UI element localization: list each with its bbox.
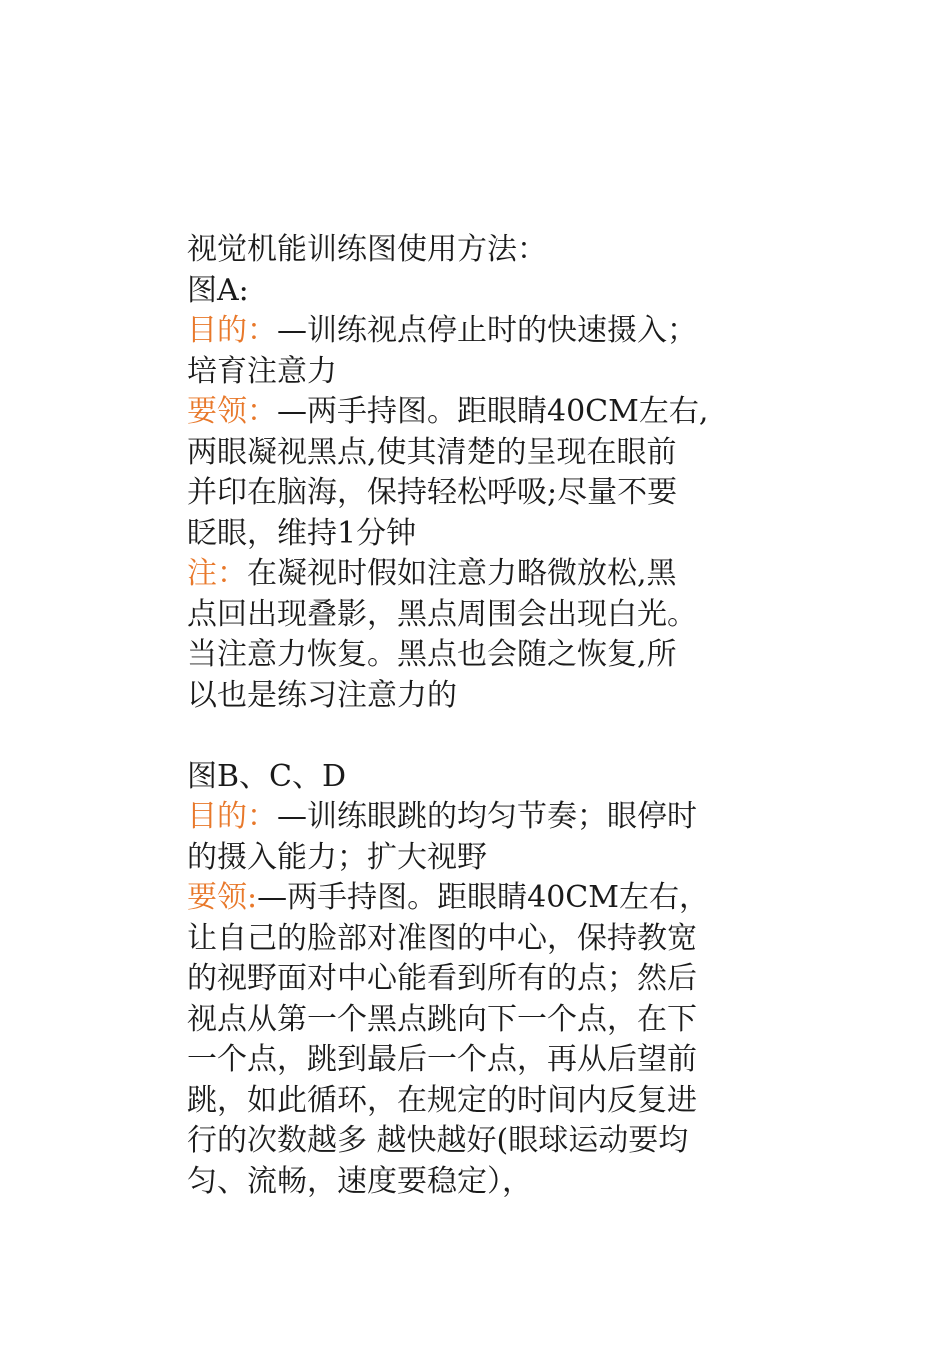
- section-bcd-heading: 图B、C、D: [187, 758, 347, 794]
- section-divider: [187, 716, 727, 757]
- section-a-purpose-text-1: —训练视点停止时的快速摄入；: [277, 313, 697, 348]
- section-a-note-line-4: 以也是练习注意力的: [187, 677, 457, 713]
- section-bcd-purpose-line-1: [187, 797, 727, 838]
- section-bcd-purpose-label: 目的：: [187, 799, 277, 834]
- section-bcd-method-line-2: 让自己的脸部对准图的中心，保持教宽: [187, 920, 697, 956]
- section-a-method-line-1: [187, 392, 727, 433]
- document-body: [187, 230, 727, 1202]
- section-bcd-method-line-6: 跳，如此循环，在规定的时间内反复进: [187, 1082, 697, 1118]
- section-bcd-method-line-5: 一个点，跳到最后一个点，再从后望前: [187, 1042, 697, 1077]
- section-bcd-purpose-line-2: 的摄入能力；扩大视野: [187, 839, 487, 875]
- section-a-method-line-4: 眨眼，维持1分钟: [187, 515, 417, 551]
- section-a-note-text-1: 在凝视时假如注意力略微放松,黑: [247, 556, 677, 591]
- section-a-method-line-2: 两眼凝视黑点,使其清楚的呈现在眼前: [187, 434, 677, 470]
- section-bcd-method-line-3: 的视野面对中心能看到所有的点；然后: [187, 961, 697, 996]
- section-a-purpose-line-2: 培育注意力: [187, 353, 337, 389]
- section-a-note-line-1: [187, 554, 727, 595]
- section-a-method-text-1: —两手持图。距眼睛40CM左右,: [277, 394, 709, 429]
- section-a-note-label: 注：: [187, 556, 247, 591]
- section-bcd-method-text-1: —两手持图。距眼睛40CM左右，: [257, 880, 709, 915]
- section-a-purpose-label: 目的：: [187, 313, 277, 348]
- section-a-method-line-3: 并印在脑海，保持轻松呼吸;尽量不要: [187, 475, 678, 510]
- section-bcd-method-line-7: 行的次数越多 越快越好(眼球运动要均: [187, 1123, 689, 1158]
- document-title: 视觉机能训练图使用方法：: [187, 232, 547, 267]
- section-bcd-method-line-8: 匀、流畅，速度要稳定），: [187, 1163, 532, 1199]
- section-a-note-line-3: 当注意力恢复。黑点也会随之恢复,所: [187, 637, 677, 672]
- section-bcd-method-label: 要领:: [187, 880, 258, 915]
- section-bcd-method-line-1: [187, 878, 727, 919]
- section-a-note-line-2: 点回出现叠影，黑点周围会出现白光。: [187, 596, 697, 632]
- section-a-heading: 图A:: [187, 272, 249, 308]
- section-bcd-purpose-text-1: —训练眼跳的均匀节奏；眼停时: [277, 799, 697, 834]
- section-bcd-method-line-4: 视点从第一个黑点跳向下一个点，在下: [187, 1001, 697, 1037]
- section-a-purpose-line-1: [187, 311, 727, 352]
- section-a-method-label: 要领：: [187, 394, 277, 429]
